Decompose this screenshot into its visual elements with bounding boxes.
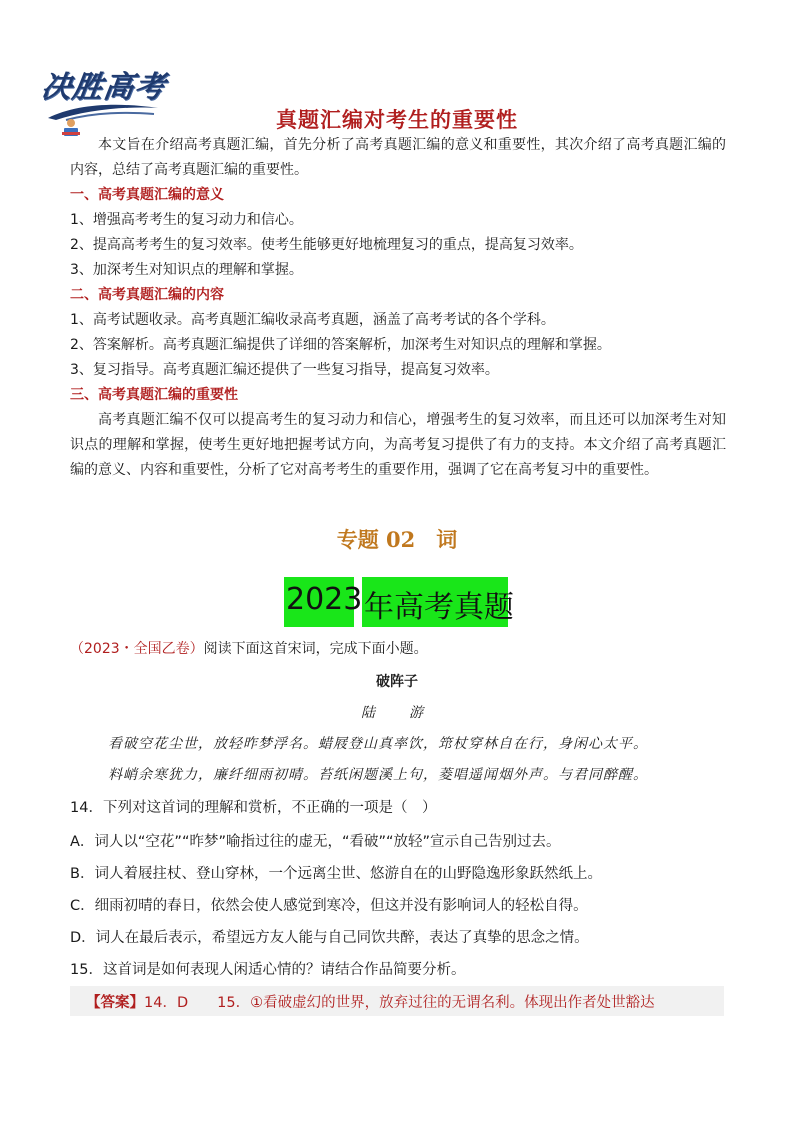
answer-line (86, 991, 655, 1012)
question-instruction: 阅读下面这首宋词，完成下面小题。 (203, 641, 428, 657)
poem-author: 陆 游 (361, 705, 433, 721)
answer-text: 14．D 15．①看破虚幻的世界，放弃过往的无谓名利。体现出作者处世豁达 (144, 995, 655, 1011)
answer-label: 【答案】 (86, 995, 144, 1011)
option-b: B．词人着屐拄杖、登山穿林，一个远离尘世、悠游自在的山野隐逸形象跃然纸上。 (70, 866, 602, 882)
section-heading-content: 二、高考真题汇编的内容 (70, 287, 224, 303)
question-intro (70, 638, 428, 658)
option-d: D．词人在最后表示，希望远方友人能与自己同饮共醉，表达了真挚的思念之情。 (70, 930, 589, 946)
topic-heading: 专题 02 词 (336, 527, 458, 552)
importance-paragraph: 高考真题汇编不仅可以提高考生的复习动力和信心，增强考生的复习效率，而且还可以加深考生对知识点的理解和掌握，使考生更好地把握考试方向，为高考复习提供了有力的支持。本文介绍了高考真题汇编的意义、内容和重要性，分析了它对高考考生的重要作用，强调了它在高考复习中的重要性。 (70, 412, 726, 478)
banner-year: 2023 (286, 582, 363, 617)
list-item: 2、提高高考考生的复习效率。使考生能够更好地梳理复习的重点，提高复习效率。 (70, 237, 583, 253)
option-c: C．细雨初晴的春日，依然会使人感觉到寒冷，但这并没有影响词人的轻松自得。 (70, 898, 588, 914)
page-title: 真题汇编对考生的重要性 (276, 108, 518, 132)
section-heading-meaning: 一、高考真题汇编的意义 (70, 187, 224, 203)
question-source: （2023・全国乙卷） (70, 641, 204, 657)
option-a: A．词人以“空花”“昨梦”喻指过往的虚无，“看破”“放轻”宣示自己告别过去。 (70, 834, 561, 850)
question-15-stem: 15．这首词是如何表现人闲适心情的？请结合作品简要分析。 (70, 962, 466, 978)
list-item: 3、加深考生对知识点的理解和掌握。 (70, 262, 303, 278)
poem-title: 破阵子 (376, 674, 418, 690)
banner-text: 年高考真题 (364, 590, 514, 625)
poem-line: 看破空花尘世，放轻昨梦浮名。蜡屐登山真率饮，筇杖穿林自在行，身闲心太平。 (108, 736, 648, 752)
list-item: 2、答案解析。高考真题汇编提供了详细的答案解析，加深考生对知识点的理解和掌握。 (70, 337, 611, 353)
section-heading-importance: 三、高考真题汇编的重要性 (70, 387, 238, 403)
list-item: 1、增强高考考生的复习动力和信心。 (70, 212, 303, 228)
poem-line: 料峭余寒犹力，廉纤细雨初晴。苔纸闲题溪上句，菱唱遥闻烟外声。与君同醉醒。 (108, 767, 648, 783)
list-item: 3、复习指导。高考真题汇编还提供了一些复习指导，提高复习效率。 (70, 362, 499, 378)
intro-paragraph: 本文旨在介绍高考真题汇编，首先分析了高考真题汇编的意义和重要性，其次介绍了高考真题汇编的内容，总结了高考真题汇编的重要性。 (70, 137, 726, 178)
logo-text: 决胜高考 (39, 70, 168, 105)
list-item: 1、高考试题收录。高考真题汇编收录高考真题，涵盖了高考考试的各个学科。 (70, 312, 555, 328)
question-14-stem: 14．下列对这首词的理解和赏析，不正确的一项是（ ） (70, 800, 437, 816)
